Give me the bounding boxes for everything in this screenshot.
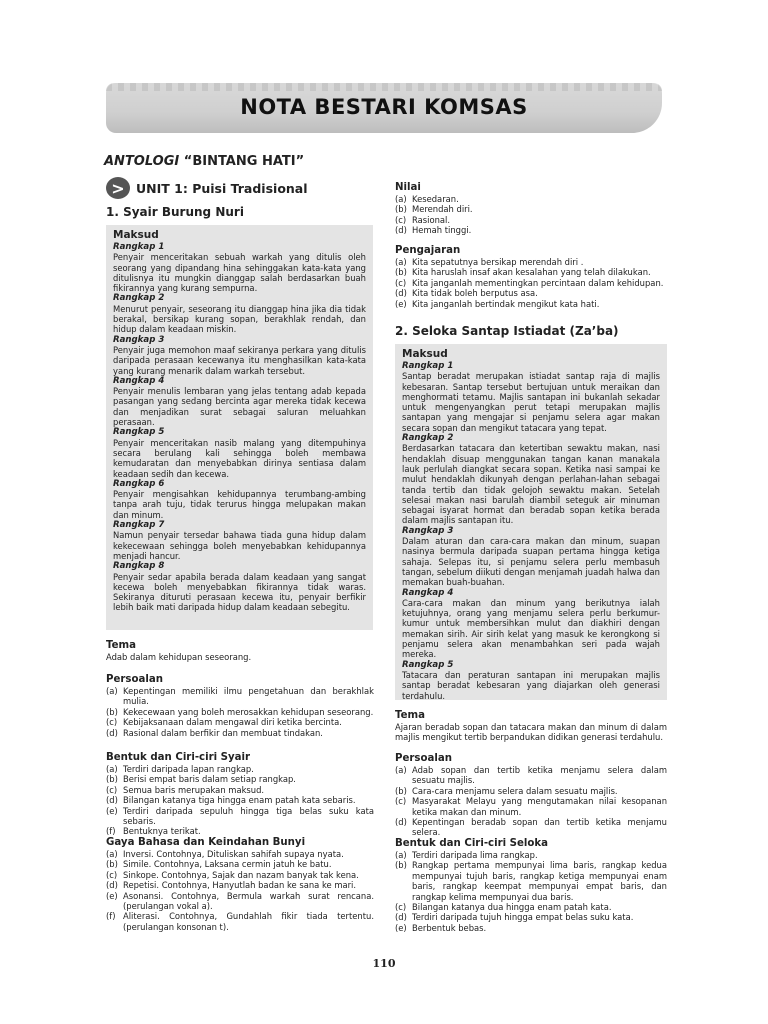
list-item-marker: (b) [395, 267, 407, 278]
stanza-text: Penyair sedar apabila berada dalam keadaan yang sangat kecewa boleh menyebabkan fikirannya tidak waras. Sekiranya dituruti perasaan kecewa itu, penyair berfikir lebih baik mati daripada hidup dalam keadaan sebegitu. [113, 571, 366, 613]
list-item [395, 288, 667, 298]
stanza-label: Rangkap 5 [402, 659, 454, 670]
list-item-text: Hemah tinggi. [412, 225, 472, 236]
tema-section-syair [106, 640, 374, 662]
list-item [106, 859, 374, 869]
stanza-text: Penyair juga memohon maaf sekiranya perkara yang ditulis daripada perasaan kecewanya itu menghasilkan kata-kata yang kurang menarik dalam warkah tersebut. [113, 344, 366, 376]
stanza-text: Berdasarkan tatacara dan ketertiban sewaktu makan, nasi hendaklah disuap menggunakan tangan kanan manakala lauk perlulah diangkat secara sopan. Ketika nasi sampai ke mulut hendaklah dikunyah dengan perlahan-lahan sebagai tanda tertib dan tidak gelojoh sewaktu makan. Setelah selesai makan nasi barulah diambil seteguk air minuman sebagai isyarat hormat dan beradab sopan ketika berada dalam majlis santapan itu. [402, 443, 660, 526]
list-item [106, 686, 374, 707]
list-item-text: Rasional. [412, 214, 451, 225]
list-item-text: Kita janganlah mementingkan percintaan dalam kehidupan. [412, 277, 664, 288]
list-item-marker: (b) [106, 774, 118, 785]
list-item-text: Adab sopan dan tertib ketika menjamu selera dalam sesuatu majlis. [412, 765, 667, 786]
gaya-section-syair [106, 837, 374, 932]
stanza-text: Penyair mengisahkan kehidupannya terumbang-ambing tanpa arah tuju, tidak terurus hingga melupakan makan dan minum. [113, 489, 366, 520]
list-item-text: Inversi. Contohnya, Dituliskan sahifah supaya nyata. [123, 849, 344, 859]
stanza-text: Penyair menceritakan nasib malang yang ditempuhinya secara berulang kali sehingga boleh membawa kemudaratan dan menyebabkan dirinya sentiasa dalam keadaan sedih dan kecewa. [113, 437, 366, 479]
list-item [106, 785, 374, 795]
maksud-heading: Maksud [113, 229, 159, 241]
list-item [395, 923, 667, 933]
list-item-text: Berisi empat baris dalam setiap rangkap. [123, 774, 296, 785]
list-item [106, 717, 374, 727]
list-item-marker: (c) [106, 869, 118, 880]
list-item-text: Berbentuk bebas. [412, 922, 487, 933]
list-item [106, 891, 374, 912]
list-item-text: Kesedaran. [412, 194, 459, 204]
bentuk-section-syair [106, 752, 374, 837]
list-item-marker: (a) [395, 257, 407, 267]
list-item-text: Asonansi. Contohnya, Bermula warkah surat rencana. (perulangan vokal a). [123, 890, 374, 912]
list-item [106, 774, 374, 784]
list-item [106, 880, 374, 890]
list-item-text: Kita haruslah insaf akan kesalahan yang telah dilakukan. [412, 267, 651, 278]
list-item-text: Terdiri daripada tujuh hingga empat belas suku kata. [412, 912, 634, 923]
list-item [395, 850, 667, 860]
list-item-marker: (d) [395, 225, 407, 236]
stanza-text: Namun penyair tersedar bahawa tiada guna hidup dalam kekecewaan sehingga boleh menyebabkan kehidupannya menjadi hancur. [113, 530, 366, 561]
anthology-prefix: ANTOLOGI [104, 154, 180, 169]
stanza-label: Rangkap 3 [113, 334, 165, 345]
list-item [106, 795, 374, 805]
list-item-marker: (d) [106, 880, 118, 891]
list-item [395, 194, 667, 204]
list-item-text: Aliterasi. Contohnya, Gundahlah fikir tiada tertentu. (perulangan konsonan t). [123, 911, 374, 932]
stanza-label: Rangkap 4 [402, 587, 454, 598]
list-item [395, 912, 667, 922]
list-item-marker: (e) [106, 805, 118, 816]
pengajaran-heading: Pengajaran [395, 245, 461, 256]
page-title: NOTA BESTARI KOMSAS [240, 95, 528, 119]
list-item-text: Sinkope. Contohnya, Sajak dan nazam banyak tak kena. [123, 869, 359, 880]
list-item-text: Bilangan katanya dua hingga enam patah kata. [412, 902, 612, 913]
chevron-right-icon: > [106, 177, 130, 199]
nilai-section [395, 182, 667, 236]
unit-heading [106, 177, 308, 199]
list-item-text: Rasional dalam berfikir dan membuat tindakan. [123, 727, 323, 738]
list-item-marker: (c) [395, 214, 407, 225]
tema-heading: Tema [106, 640, 136, 651]
list-item-marker: (a) [106, 764, 118, 774]
list-item-marker: (a) [106, 686, 118, 696]
persoalan-section-syair [106, 674, 374, 738]
maksud-box-syair [106, 225, 373, 630]
list-item-marker: (d) [106, 795, 118, 806]
list-item-marker: (d) [395, 817, 407, 828]
list-item-marker: (b) [395, 204, 407, 215]
list-item [106, 870, 374, 880]
list-item [106, 911, 374, 932]
stanza-label: Rangkap 1 [113, 242, 165, 252]
section-heading-syair: 1. Syair Burung Nuri [106, 205, 244, 219]
list-item-marker: (b) [106, 859, 118, 870]
bentuk-section-seloka [395, 838, 667, 933]
list-item [395, 278, 667, 288]
list-item-text: Semua baris merupakan maksud. [123, 784, 265, 795]
list-item [106, 728, 374, 738]
list-item-marker: (e) [106, 890, 118, 901]
list-item [395, 817, 667, 838]
persoalan-section-seloka [395, 753, 667, 838]
list-item-marker: (e) [395, 298, 407, 309]
list-item-text: Bentuknya terikat. [123, 826, 201, 837]
list-item [395, 257, 667, 267]
list-item-marker: (a) [395, 194, 407, 204]
stanza-label: Rangkap 6 [113, 478, 165, 489]
stanza-label: Rangkap 2 [402, 433, 454, 444]
list-item [395, 765, 667, 786]
list-item-text: Terdiri daripada sepuluh hingga tiga belas suku kata sebaris. [123, 805, 374, 827]
tema-section-seloka [395, 710, 667, 743]
tema-heading: Tema [395, 710, 425, 721]
stanza-label: Rangkap 1 [402, 361, 454, 371]
list-item-text: Simile. Contohnya, Laksana cermin jatuh ke batu. [123, 859, 332, 870]
stanza-label: Rangkap 7 [113, 520, 165, 531]
list-item-text: Kita janganlah bertindak mengikut kata hati. [412, 298, 600, 309]
list-item [106, 826, 374, 836]
list-item [106, 764, 374, 774]
stanza-text: Cara-cara makan dan minum yang berikutnya ialah ketujuhnya, orang yang menjamu selera perlu berkumur-kumur untuk membersihkan mulut dan diakhiri dengan memakan sirih. Air sirih kelat yang masuk ke kerongkong si penjamu selera akan menambahkan seri pada wajah mereka. [402, 597, 660, 660]
list-item-marker: (d) [106, 727, 118, 738]
list-item-text: Rangkap pertama mempunyai lima baris, rangkap kedua mempunyai tujuh baris, rangkap ketiga mempunyai enam baris, rangkap keempat mempunyai empat baris, dan rangkap kelima mempunyai dua baris. [412, 860, 667, 902]
list-item-marker: (b) [395, 860, 407, 871]
list-item-marker: (e) [395, 922, 407, 933]
persoalan-heading: Persoalan [395, 753, 452, 764]
list-item-text: Repetisi. Contohnya, Hanyutlah badan ke sana ke mari. [123, 880, 357, 891]
list-item [395, 796, 667, 817]
bentuk-heading: Bentuk dan Ciri-ciri Syair [106, 752, 251, 763]
list-item-marker: (f) [106, 826, 116, 837]
list-item [106, 806, 374, 827]
list-item-text: Kebijaksanaan dalam mengawal diri ketika bercinta. [123, 717, 342, 728]
seloka-heading-text: 2. Seloka Santap Istiadat (Za’ba) [395, 324, 619, 338]
tema-text: Ajaran beradab sopan dan tatacara makan dan minum di dalam majlis mengikut tertib berpandukan didikan generasi terdahulu. [395, 722, 667, 743]
maksud-box-seloka [395, 344, 667, 700]
list-item-text: Kepentingan memiliki ilmu pengetahuan dan berakhlak mulia. [123, 686, 374, 707]
list-item-text: Terdiri daripada lapan rangkap. [123, 764, 254, 774]
list-item [395, 860, 667, 902]
list-item-marker: (c) [395, 902, 407, 913]
list-item-text: Bilangan katanya tiga hingga enam patah kata sebaris. [123, 795, 356, 806]
list-item [395, 215, 667, 225]
anthology-heading [104, 154, 304, 169]
list-item-marker: (c) [106, 717, 118, 728]
list-item-marker: (a) [395, 850, 407, 860]
list-item [395, 225, 667, 235]
section-heading-seloka [395, 324, 619, 338]
title-banner [106, 83, 662, 133]
anthology-title: “BINTANG HATI” [183, 154, 305, 169]
maksud-heading: Maksud [402, 348, 448, 360]
list-item [106, 849, 374, 859]
list-item [395, 299, 667, 309]
list-item-text: Kepentingan beradab sopan dan tertib ketika menjamu selera. [412, 817, 667, 838]
list-item-text: Kita tidak boleh berputus asa. [412, 288, 538, 299]
pengajaran-section [395, 245, 667, 309]
list-item-marker: (a) [395, 765, 407, 775]
stanza-text: Penyair menulis lembaran yang jelas tentang adab kepada pasangan yang sedang bercinta agar mereka tidak kecewa dan menjadikan surat sebagai saluran meluahkan perasaan. [113, 386, 366, 428]
list-item-marker: (a) [106, 849, 118, 859]
stanza-label: Rangkap 2 [113, 293, 165, 304]
stanza-text: Dalam aturan dan cara-cara makan dan minum, suapan nasinya bermula daripada suapan pertama hingga ketiga sahaja. Selepas itu, si penjamu selera perlu membasuh tangan, sebelum diikuti dengan menjamah juadah halwa dan memakan buah-buahan. [402, 536, 660, 588]
list-item-marker: (f) [106, 911, 116, 922]
nilai-heading: Nilai [395, 182, 421, 193]
list-item [106, 707, 374, 717]
stanza-label: Rangkap 8 [113, 561, 165, 572]
list-item-text: Kita sepatutnya bersikap merendah diri . [412, 257, 584, 267]
list-item-text: Merendah diri. [412, 204, 473, 215]
list-item [395, 204, 667, 214]
stanza-label: Rangkap 4 [113, 375, 165, 386]
stanza-text: Menurut penyair, seseorang itu dianggap hina jika dia tidak berakal, bersikap kurang sopan, berakhlak rendah, dan hidup dalam keadaan miskin. [113, 303, 366, 335]
stanza-label: Rangkap 5 [113, 427, 165, 438]
list-item-marker: (c) [106, 784, 118, 795]
stanza-text: Tatacara dan peraturan santapan ini merupakan majlis santap beradat kebesaran yang diajarkan oleh generasi terdahulu. [402, 669, 660, 701]
stanza-label: Rangkap 3 [402, 525, 454, 536]
list-item-marker: (d) [395, 912, 407, 923]
stanza-text: Santap beradat merupakan istiadat santap raja di majlis kebesaran. Santap tersebut bertujuan untuk meraikan dan menghormati tetamu. Majlis santapan ini bukanlah sekadar untuk mengenyangkan perut tetapi merupakan majlis santapan yang mengajar si penjamu selera agar makan secara sopan dan mengikut tatacara yang tepat. [402, 371, 660, 433]
list-item-marker: (b) [106, 706, 118, 717]
gaya-heading: Gaya Bahasa dan Keindahan Bunyi [106, 837, 306, 848]
unit-label: UNIT 1: Puisi Tradisional [136, 180, 308, 196]
stanza-text: Penyair menceritakan sebuah warkah yang ditulis oleh seorang yang dipandang hina sehinggakan kata-kata yang ditulisnya itu mungkin dianggap salah berdasarkan buah fikirannya yang kurang sempurna. [113, 252, 366, 294]
list-item-text: Masyarakat Melayu yang mengutamakan nilai kesopanan ketika makan dan minum. [412, 796, 667, 817]
list-item-text: Kekecewaan yang boleh merosakkan kehidupan seseorang. [123, 706, 374, 717]
list-item-text: Terdiri daripada lima rangkap. [412, 850, 538, 860]
list-item-marker: (c) [395, 796, 407, 807]
persoalan-heading: Persoalan [106, 674, 163, 685]
list-item [395, 267, 667, 277]
list-item-marker: (c) [395, 277, 407, 288]
list-item-marker: (d) [395, 288, 407, 299]
bentuk-heading: Bentuk dan Ciri-ciri Seloka [395, 838, 549, 849]
list-item [395, 902, 667, 912]
list-item [395, 786, 667, 796]
tema-text: Adab dalam kehidupan seseorang. [106, 652, 252, 662]
list-item-text: Cara-cara menjamu selera dalam sesuatu majlis. [412, 785, 618, 796]
list-item-marker: (b) [395, 785, 407, 796]
page-number: 110 [372, 957, 396, 970]
